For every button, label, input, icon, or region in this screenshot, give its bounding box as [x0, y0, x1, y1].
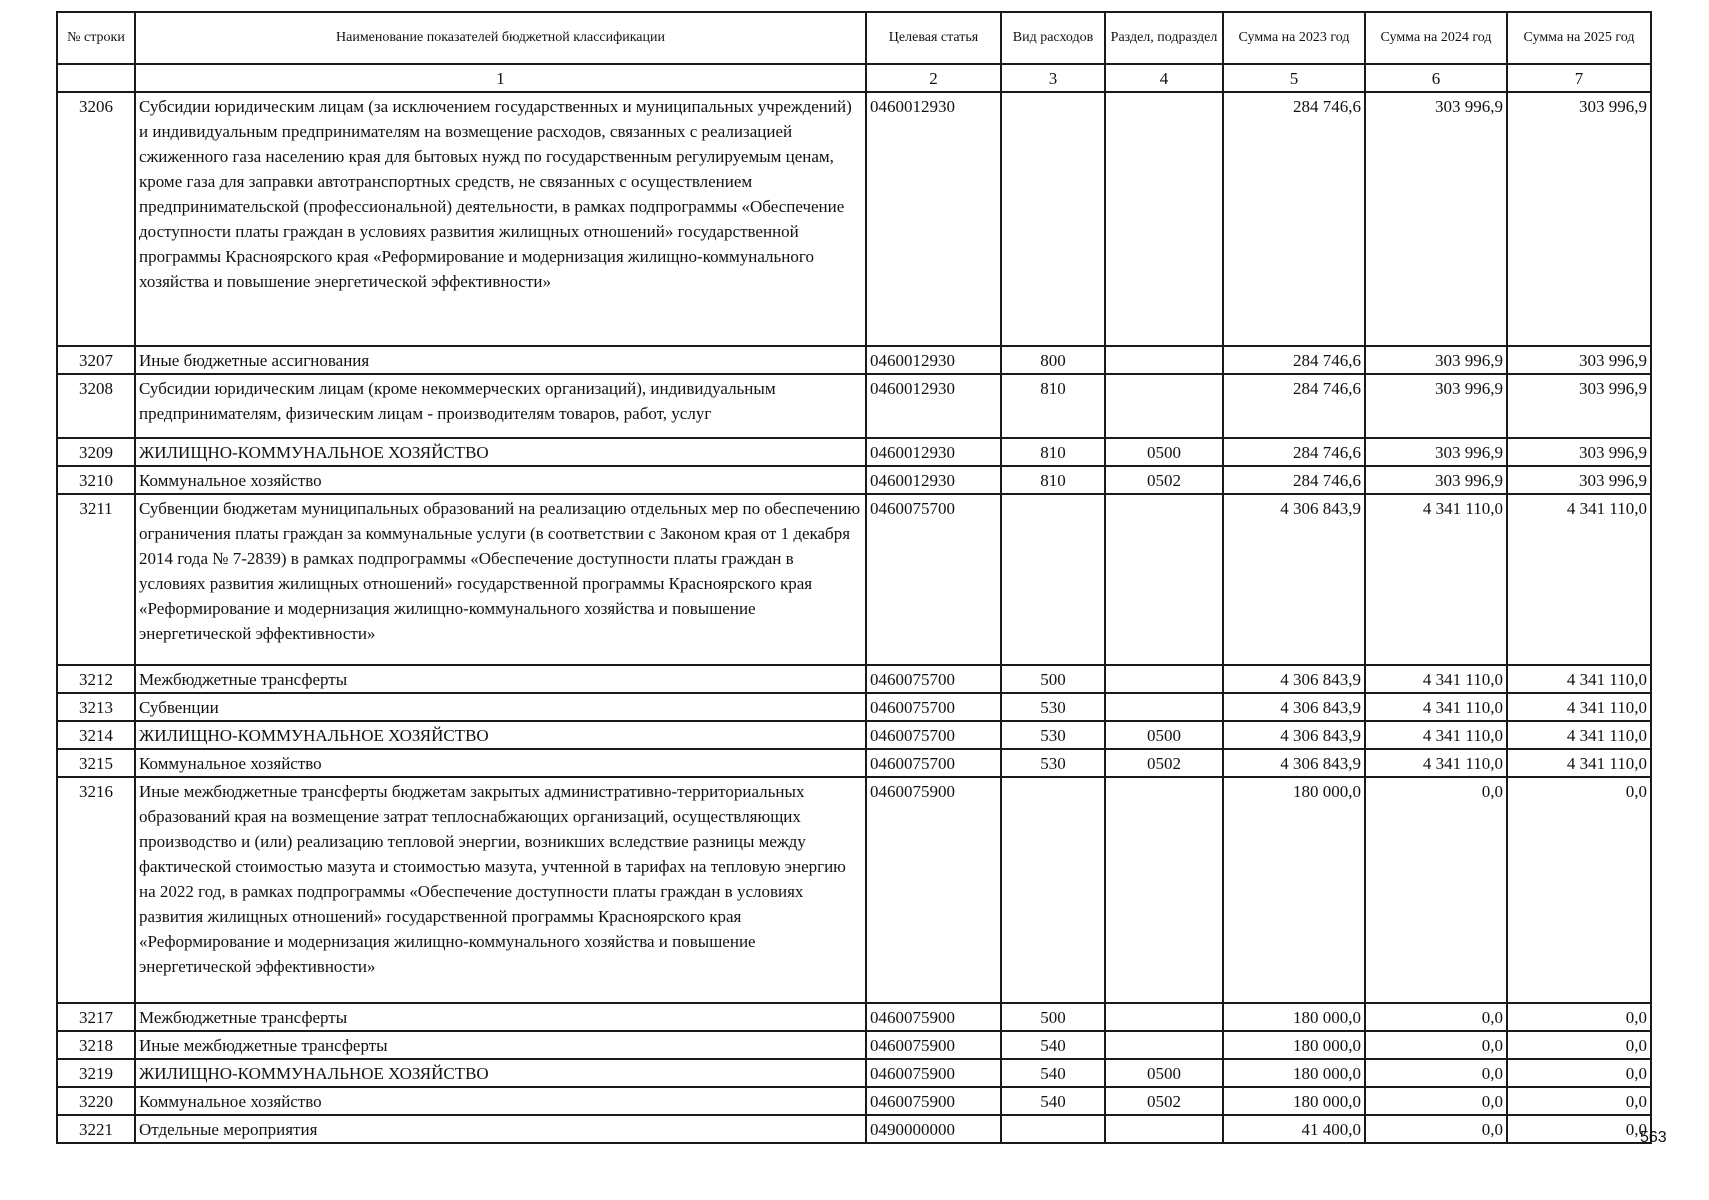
row-sum-2024: 0,0 — [1365, 1115, 1507, 1143]
row-target-article: 0460012930 — [866, 438, 1001, 466]
row-sum-2024: 303 996,9 — [1365, 466, 1507, 494]
row-sum-2023: 180 000,0 — [1223, 777, 1365, 1003]
row-number: 3212 — [57, 665, 135, 693]
row-sum-2025: 0,0 — [1507, 1031, 1651, 1059]
row-name: Субвенции — [135, 693, 866, 721]
row-number: 3210 — [57, 466, 135, 494]
row-sum-2025: 303 996,9 — [1507, 92, 1651, 346]
table-row — [57, 1031, 1651, 1059]
row-sum-2023: 180 000,0 — [1223, 1031, 1365, 1059]
row-section: 0502 — [1105, 749, 1223, 777]
row-number: 3221 — [57, 1115, 135, 1143]
row-expense-type: 530 — [1001, 749, 1105, 777]
row-section — [1105, 1031, 1223, 1059]
row-expense-type: 540 — [1001, 1031, 1105, 1059]
row-sum-2025: 0,0 — [1507, 1115, 1651, 1143]
row-name: Коммунальное хозяйство — [135, 749, 866, 777]
row-name: ЖИЛИЩНО-КОММУНАЛЬНОЕ ХОЗЯЙСТВО — [135, 1059, 866, 1087]
row-sum-2025: 0,0 — [1507, 1059, 1651, 1087]
row-sum-2025: 0,0 — [1507, 777, 1651, 1003]
row-section: 0500 — [1105, 438, 1223, 466]
row-sum-2024: 303 996,9 — [1365, 438, 1507, 466]
header-row-no: № строки — [57, 12, 135, 64]
row-sum-2024: 303 996,9 — [1365, 346, 1507, 374]
column-number: 7 — [1507, 64, 1651, 92]
row-sum-2023: 284 746,6 — [1223, 92, 1365, 346]
row-sum-2024: 0,0 — [1365, 1003, 1507, 1031]
row-sum-2023: 284 746,6 — [1223, 438, 1365, 466]
header-name: Наименование показателей бюджетной классификации — [135, 12, 866, 64]
row-number: 3217 — [57, 1003, 135, 1031]
header-sum-2023: Сумма на 2023 год — [1223, 12, 1365, 64]
row-sum-2023: 180 000,0 — [1223, 1059, 1365, 1087]
row-expense-type — [1001, 92, 1105, 346]
header-sum-2024: Сумма на 2024 год — [1365, 12, 1507, 64]
row-section — [1105, 693, 1223, 721]
header-target: Целевая статья — [866, 12, 1001, 64]
table-row — [57, 1059, 1651, 1087]
row-sum-2024: 4 341 110,0 — [1365, 749, 1507, 777]
row-sum-2024: 303 996,9 — [1365, 374, 1507, 438]
table-row — [57, 777, 1651, 1003]
row-target-article: 0460012930 — [866, 92, 1001, 346]
row-sum-2024: 4 341 110,0 — [1365, 721, 1507, 749]
row-number: 3218 — [57, 1031, 135, 1059]
row-number: 3209 — [57, 438, 135, 466]
table-row — [57, 494, 1651, 665]
row-name: ЖИЛИЩНО-КОММУНАЛЬНОЕ ХОЗЯЙСТВО — [135, 721, 866, 749]
row-sum-2024: 303 996,9 — [1365, 92, 1507, 346]
row-sum-2023: 284 746,6 — [1223, 346, 1365, 374]
row-name: Субсидии юридическим лицам (кроме некоммерческих организаций), индивидуальным предпринимателям, физическим лицам - производителям товаров, работ, услуг — [135, 374, 866, 438]
row-sum-2025: 303 996,9 — [1507, 438, 1651, 466]
row-name: Межбюджетные трансферты — [135, 1003, 866, 1031]
row-target-article: 0460012930 — [866, 346, 1001, 374]
table-row — [57, 749, 1651, 777]
row-name: Иные межбюджетные трансферты — [135, 1031, 866, 1059]
column-number: 6 — [1365, 64, 1507, 92]
row-sum-2024: 4 341 110,0 — [1365, 494, 1507, 665]
row-target-article: 0490000000 — [866, 1115, 1001, 1143]
row-target-article: 0460075900 — [866, 1059, 1001, 1087]
row-name: Коммунальное хозяйство — [135, 1087, 866, 1115]
row-target-article: 0460075700 — [866, 749, 1001, 777]
header-sum-2025: Сумма на 2025 год — [1507, 12, 1651, 64]
row-expense-type: 800 — [1001, 346, 1105, 374]
row-target-article: 0460075700 — [866, 665, 1001, 693]
row-number: 3214 — [57, 721, 135, 749]
row-expense-type — [1001, 494, 1105, 665]
row-sum-2023: 4 306 843,9 — [1223, 494, 1365, 665]
row-number: 3208 — [57, 374, 135, 438]
row-name: Иные бюджетные ассигнования — [135, 346, 866, 374]
row-target-article: 0460075900 — [866, 1031, 1001, 1059]
row-name: Отдельные мероприятия — [135, 1115, 866, 1143]
row-section — [1105, 665, 1223, 693]
row-sum-2024: 4 341 110,0 — [1365, 665, 1507, 693]
row-expense-type: 810 — [1001, 466, 1105, 494]
table-row — [57, 92, 1651, 346]
table-row — [57, 1003, 1651, 1031]
row-sum-2023: 180 000,0 — [1223, 1003, 1365, 1031]
row-expense-type: 530 — [1001, 693, 1105, 721]
budget-page — [56, 11, 1652, 1144]
row-name: Коммунальное хозяйство — [135, 466, 866, 494]
row-sum-2025: 0,0 — [1507, 1087, 1651, 1115]
row-sum-2024: 0,0 — [1365, 777, 1507, 1003]
row-section — [1105, 1115, 1223, 1143]
table-row — [57, 374, 1651, 438]
table-row — [57, 665, 1651, 693]
row-section — [1105, 346, 1223, 374]
column-number: 5 — [1223, 64, 1365, 92]
row-sum-2023: 4 306 843,9 — [1223, 721, 1365, 749]
row-section — [1105, 494, 1223, 665]
column-number — [57, 64, 135, 92]
row-number: 3211 — [57, 494, 135, 665]
row-target-article: 0460075900 — [866, 1087, 1001, 1115]
row-expense-type: 530 — [1001, 721, 1105, 749]
row-name: ЖИЛИЩНО-КОММУНАЛЬНОЕ ХОЗЯЙСТВО — [135, 438, 866, 466]
row-sum-2023: 284 746,6 — [1223, 374, 1365, 438]
row-sum-2025: 303 996,9 — [1507, 374, 1651, 438]
header-section: Раздел, подраздел — [1105, 12, 1223, 64]
row-section — [1105, 777, 1223, 1003]
page-number: 563 — [1640, 1129, 1667, 1146]
row-sum-2023: 284 746,6 — [1223, 466, 1365, 494]
row-target-article: 0460075700 — [866, 721, 1001, 749]
column-number: 2 — [866, 64, 1001, 92]
table-row — [57, 693, 1651, 721]
row-number: 3219 — [57, 1059, 135, 1087]
table-row — [57, 346, 1651, 374]
row-sum-2025: 303 996,9 — [1507, 346, 1651, 374]
row-target-article: 0460012930 — [866, 466, 1001, 494]
row-sum-2024: 0,0 — [1365, 1031, 1507, 1059]
row-target-article: 0460075900 — [866, 1003, 1001, 1031]
row-section: 0502 — [1105, 1087, 1223, 1115]
row-sum-2024: 0,0 — [1365, 1087, 1507, 1115]
row-section — [1105, 92, 1223, 346]
row-sum-2025: 0,0 — [1507, 1003, 1651, 1031]
row-section: 0502 — [1105, 466, 1223, 494]
row-expense-type: 540 — [1001, 1087, 1105, 1115]
row-expense-type: 500 — [1001, 665, 1105, 693]
table-row — [57, 721, 1651, 749]
column-number-row — [57, 64, 1651, 92]
row-sum-2025: 4 341 110,0 — [1507, 693, 1651, 721]
row-sum-2025: 303 996,9 — [1507, 466, 1651, 494]
row-number: 3216 — [57, 777, 135, 1003]
row-section: 0500 — [1105, 721, 1223, 749]
row-number: 3215 — [57, 749, 135, 777]
row-expense-type — [1001, 1115, 1105, 1143]
header-row — [57, 12, 1651, 64]
row-expense-type: 810 — [1001, 438, 1105, 466]
row-target-article: 0460075700 — [866, 693, 1001, 721]
row-sum-2024: 0,0 — [1365, 1059, 1507, 1087]
row-name: Межбюджетные трансферты — [135, 665, 866, 693]
row-sum-2023: 41 400,0 — [1223, 1115, 1365, 1143]
budget-table — [56, 11, 1652, 1144]
column-number: 1 — [135, 64, 866, 92]
row-number: 3206 — [57, 92, 135, 346]
table-body — [57, 92, 1651, 1143]
table-row — [57, 466, 1651, 494]
row-sum-2025: 4 341 110,0 — [1507, 721, 1651, 749]
row-section — [1105, 374, 1223, 438]
row-section — [1105, 1003, 1223, 1031]
row-sum-2023: 4 306 843,9 — [1223, 693, 1365, 721]
header-expense-type: Вид расходов — [1001, 12, 1105, 64]
row-target-article: 0460075900 — [866, 777, 1001, 1003]
table-row — [57, 1087, 1651, 1115]
table-row — [57, 438, 1651, 466]
row-expense-type: 500 — [1001, 1003, 1105, 1031]
table-row — [57, 1115, 1651, 1143]
row-sum-2024: 4 341 110,0 — [1365, 693, 1507, 721]
row-expense-type: 810 — [1001, 374, 1105, 438]
row-name: Иные межбюджетные трансферты бюджетам закрытых административно-территориальных образований края на возмещение затрат теплоснабжающих организаций, осуществляющих производство и (или) реализацию тепловой энергии, возникших вследствие разницы между фактической стоимостью мазута и стоимостью мазута, учтенной в тарифах на тепловую энергию на 2022 год, в рамках подпрограммы «Обеспечение доступности платы граждан в условиях развития жилищных отношений» государственной программы Красноярского края «Реформирование и модернизация жилищно-коммунального хозяйства и повышение энергетической эффективности» — [135, 777, 866, 1003]
row-target-article: 0460012930 — [866, 374, 1001, 438]
column-number: 4 — [1105, 64, 1223, 92]
column-number: 3 — [1001, 64, 1105, 92]
row-name: Субвенции бюджетам муниципальных образований на реализацию отдельных мер по обеспечению ограничения платы граждан за коммунальные услуги (в соответствии с Законом края от 1 декабря 2014 года № 7-2839) в рамках подпрограммы «Обеспечение доступности платы граждан в условиях развития жилищных отношений» государственной программы Красноярского края «Реформирование и модернизация жилищно-коммунального хозяйства и повышение энергетической эффективности» — [135, 494, 866, 665]
row-name: Субсидии юридическим лицам (за исключением государственных и муниципальных учреждений) и индивидуальным предпринимателям на возмещение расходов, связанных с реализацией сжиженного газа населению края для бытовых нужд по государственным регулируемым ценам, кроме газа для заправки автотранспортных средств, не связанных с осуществлением предпринимательской (профессиональной) деятельности, в рамках подпрограммы «Обеспечение доступности платы граждан в условиях развития жилищных отношений» государственной программы Красноярского края «Реформирование и модернизация жилищно-коммунального хозяйства и повышение энергетической эффективности» — [135, 92, 866, 346]
row-expense-type — [1001, 777, 1105, 1003]
row-sum-2023: 4 306 843,9 — [1223, 749, 1365, 777]
row-target-article: 0460075700 — [866, 494, 1001, 665]
row-sum-2023: 4 306 843,9 — [1223, 665, 1365, 693]
row-sum-2025: 4 341 110,0 — [1507, 749, 1651, 777]
row-section: 0500 — [1105, 1059, 1223, 1087]
row-sum-2025: 4 341 110,0 — [1507, 665, 1651, 693]
row-sum-2025: 4 341 110,0 — [1507, 494, 1651, 665]
row-number: 3220 — [57, 1087, 135, 1115]
row-number: 3213 — [57, 693, 135, 721]
row-sum-2023: 180 000,0 — [1223, 1087, 1365, 1115]
row-expense-type: 540 — [1001, 1059, 1105, 1087]
row-number: 3207 — [57, 346, 135, 374]
